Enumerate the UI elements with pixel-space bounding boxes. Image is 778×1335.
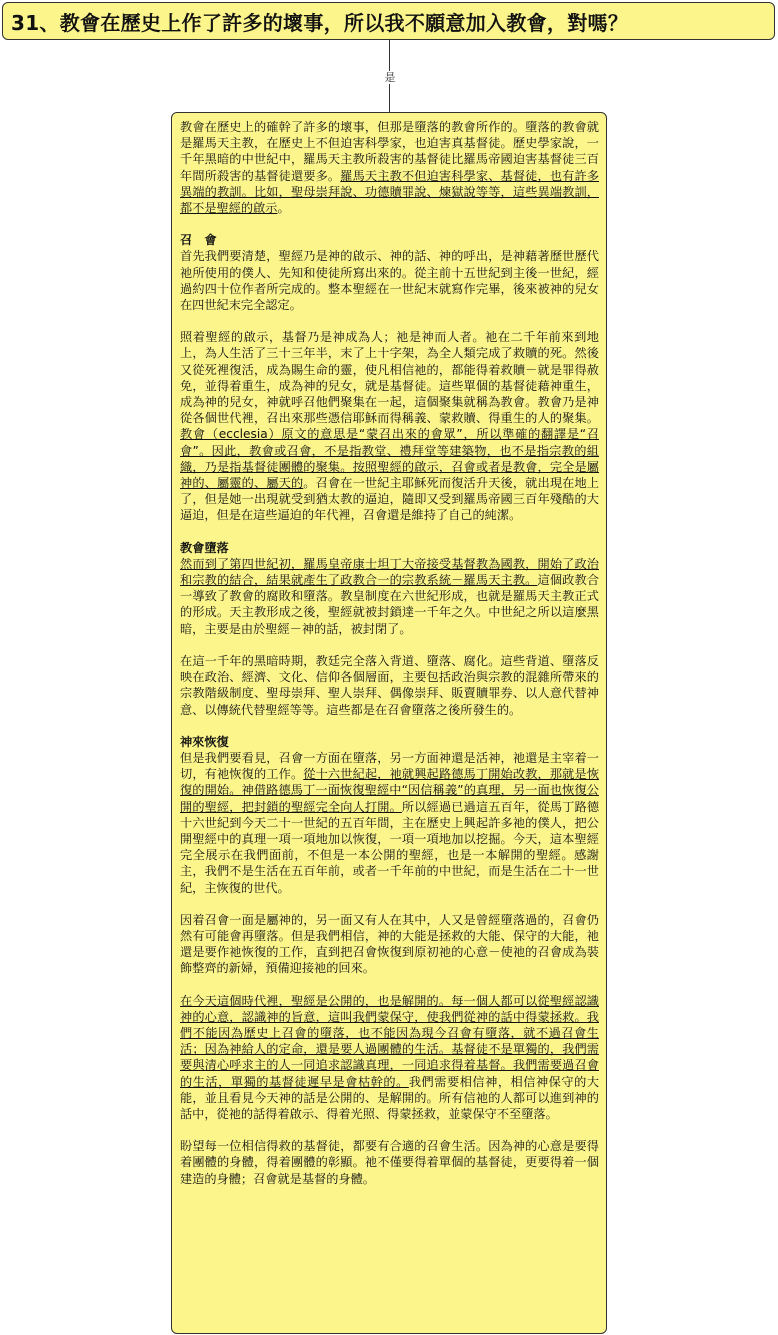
highlighted-text: 教會（ecclesia）原文的意思是“蒙召出來的會眾”，所以準確的翻譯是“召會”。因此，教會或召會，不是指教堂、禮拜堂等建築物，也不是指宗教的組織，乃是指基督徒團體的聚集。按照聖經的啟示，召會或者是教會，完全是屬神的、屬靈的、屬天的 — [180, 427, 599, 491]
recovery-paragraph-1: 但是我們要看見，召會一方面在墮落，另一方面神還是活神，祂還是主宰着一切，有祂恢復的工作。從十六世紀起，祂就興起路德馬丁開始改教，那就是恢復的開始。神借路德馬丁一面恢復聖經中“因信稱義”的真理，另一面也恢復公開的聖經，把封鎖的聖經完全向人打開。所以經過已過這五百年，從馬丁路德十六世紀到今天二十一世紀的五百年間，主在歷史上興起許多祂的僕人，把公開聖經中的真理一項一項地加以恢復，一項一項地加以挖掘。今天，這本聖經完全展示在我們面前，不但是一本公開的聖經，也是一本解開的聖經。感謝主，我們不是生活在五百年前，或者一千年前的中世紀，而是生活在二十一世紀，主恢復的世代。 — [180, 750, 600, 895]
highlighted-text: 然而到了第四世紀初，羅馬皇帝康士坦丁大帝接受基督教為國教，開始了政治和宗教的結合，結果就產生了政教合一的宗教系統－羅馬天主教。 — [180, 556, 599, 588]
recovery-paragraph-4: 盼望每一位相信得救的基督徒，都要有合適的召會生活。因為神的心意是要得着團體的身體，得着團體的彰顯。祂不僅要得着單個的基督徒，更要得着一個建造的身體；召會就是基督的身體。 — [180, 1139, 599, 1186]
section-heading-calling: 召 會 — [180, 233, 217, 248]
recovery-paragraph-3: 在今天這個時代裡，聖經是公開的，也是解開的。每一個人都可以從聖經認識神的心意，認識神的旨意，這叫我們蒙保守，使我們從神的話中得蒙拯救。我們不能因為歷史上召會的墮落，也不能因為現今召會有墮落，就不過召會生活；因為神給人的定命，還是要人過團體的生活。基督徒不是單獨的，我們需要與清心呼求主的人一同追求認識真理，一同追求得着基督。我們需要過召會的生活，單獨的基督徒遲早是會枯幹的。我們需要相信神，相信神保守的大能，並且看見今天神的話是公開的、是解開的。所有信祂的人都可以進到神的話中，從祂的話得着啟示、得着光照、得蒙拯救，並蒙保守不至墮落。 — [180, 993, 600, 1121]
answer-node[interactable] — [171, 112, 607, 1334]
connector-line-top — [389, 40, 390, 71]
question-node[interactable] — [2, 2, 775, 40]
question-title: 31、教會在歷史上作了許多的壞事，所以我不願意加入教會，對嗎？ — [11, 10, 629, 35]
connector-line-bottom — [389, 84, 390, 112]
calling-paragraph-1: 首先我們要清楚，聖經乃是神的啟示、神的話、神的呼出，是神藉著歷世歷代祂所使用的僕人、先知和使徒所寫出來的。從主前十五世紀到主後一世紀，經過約四十位作者所完成的。整本聖經在一世紀末就寫作完畢，後來被神的兒女在四世紀末完全認定。 — [180, 249, 599, 313]
degradation-paragraph-2: 在這一千年的黑暗時期，教廷完全落入背道、墮落、腐化。這些背道、墮落反映在政治、經濟、文化、信仰各個層面，主要包括政治與宗教的混雜所帶來的宗教階級制度、聖母崇拜、聖人崇拜、偶像崇拜、販賣贖罪券、以人意代替神意、以傳統代替聖經等等。這些都是在召會墮落之後所發生的。 — [180, 653, 599, 717]
highlighted-text: 從十六世紀起，祂就興起路德馬丁開始改教，那就是恢復的開始。神借路德馬丁一面恢復聖經中“因信稱義”的真理，另一面也恢復公開的聖經，把封鎖的聖經完全向人打開。 — [180, 767, 600, 814]
recovery-paragraph-2: 因着召會一面是屬神的，另一面又有人在其中，人又是曾經墮落過的，召會仍然有可能會再墮落。但是我們相信，神的大能是拯救的大能、保守的大能，祂還是要作祂恢復的工作，直到把召會恢復到原初祂的心意－使祂的召會成為裝飾整齊的新婦，預備迎接祂的回來。 — [180, 912, 599, 976]
section-heading-recovery: 神來恢復 — [180, 734, 229, 749]
highlighted-text: 羅馬天主教不但迫害科學家、基督徒，也有許多異端的教訓。比如，聖母崇拜說、功德贖罪說、煉獄說等等，這些異端教訓，都不是聖經的啟示 — [180, 168, 600, 216]
section-heading-degradation: 教會墮落 — [180, 540, 229, 555]
edge-label-yes: 是 — [380, 71, 400, 84]
calling-paragraph-2: 照着聖經的啟示，基督乃是神成為人；祂是神而人者。祂在二千年前來到地上，為人生活了三十三年半，末了上十字架，為全人類完成了救贖的死。然後又從死裡復活，成為賜生命的靈，使凡相信祂的，都能得着救贖－就是罪得赦免，並得着重生，成為神的兒女，就是基督徒。這些單個的基督徒藉神重生，成為神的兒女，神就呼召他們聚集在一起，這個聚集就稱為教會。教會乃是神從各個世代裡，召出來那些憑信耶穌而得稱義、蒙救贖、得重生的人的聚集。教會（ecclesia）原文的意思是“蒙召出來的會眾”，所以準確的翻譯是“召會”。因此，教會或召會，不是指教堂、禮拜堂等建築物，也不是指宗教的組織，乃是指基督徒團體的聚集。按照聖經的啟示，召會或者是教會，完全是屬神的、屬靈的、屬天的。召會在一世紀主耶穌死而復活升天後，就出現在地上了，但是她一出現就受到猶太教的逼迫，隨即又受到羅馬帝國三百年殘酷的大逼迫，但是在這些逼迫的年代裡，召會還是維持了自己的純潔。 — [180, 330, 600, 523]
highlighted-text: 在今天這個時代裡，聖經是公開的，也是解開的。每一個人都可以從聖經認識神的心意，認識神的旨意，這叫我們蒙保守，使我們從神的話中得蒙拯救。我們不能因為歷史上召會的墮落，也不能因為現今召會有墮落，就不過召會生活；因為神給人的定命，還是要人過團體的生活。基督徒不是單獨的，我們需要與清心呼求主的人一同追求認識真理，一同追求得着基督。我們需要過召會的生活，單獨的基督徒遲早是會枯幹的。 — [180, 993, 599, 1089]
degradation-paragraph-1: 然而到了第四世紀初，羅馬皇帝康士坦丁大帝接受基督教為國教，開始了政治和宗教的結合，結果就產生了政教合一的宗教系統－羅馬天主教。這個政教合一導致了教會的腐敗和墮落。教皇制度在六世紀形成，也就是羅馬天主教正式的形成。天主教形成之後，聖經就被封鎖達一千年之久。中世紀之所以這麼黑暗，主要是由於聖經－神的話，被封閉了。 — [180, 556, 600, 636]
intro-paragraph: 教會在歷史上的確幹了許多的壞事，但那是墮落的教會所作的。墮落的教會就是羅馬天主教，在歷史上不但迫害科學家，也迫害真基督徒。歷史學家說，一千年黑暗的中世紀中，羅馬天主教所殺害的基督徒比羅馬帝國迫害基督徒三百年間所殺害的基督徒還要多。羅馬天主教不但迫害科學家、基督徒，也有許多異端的教訓。比如，聖母崇拜說、功德贖罪說、煉獄說等等，這些異端教訓，都不是聖經的啟示。 — [180, 120, 600, 216]
